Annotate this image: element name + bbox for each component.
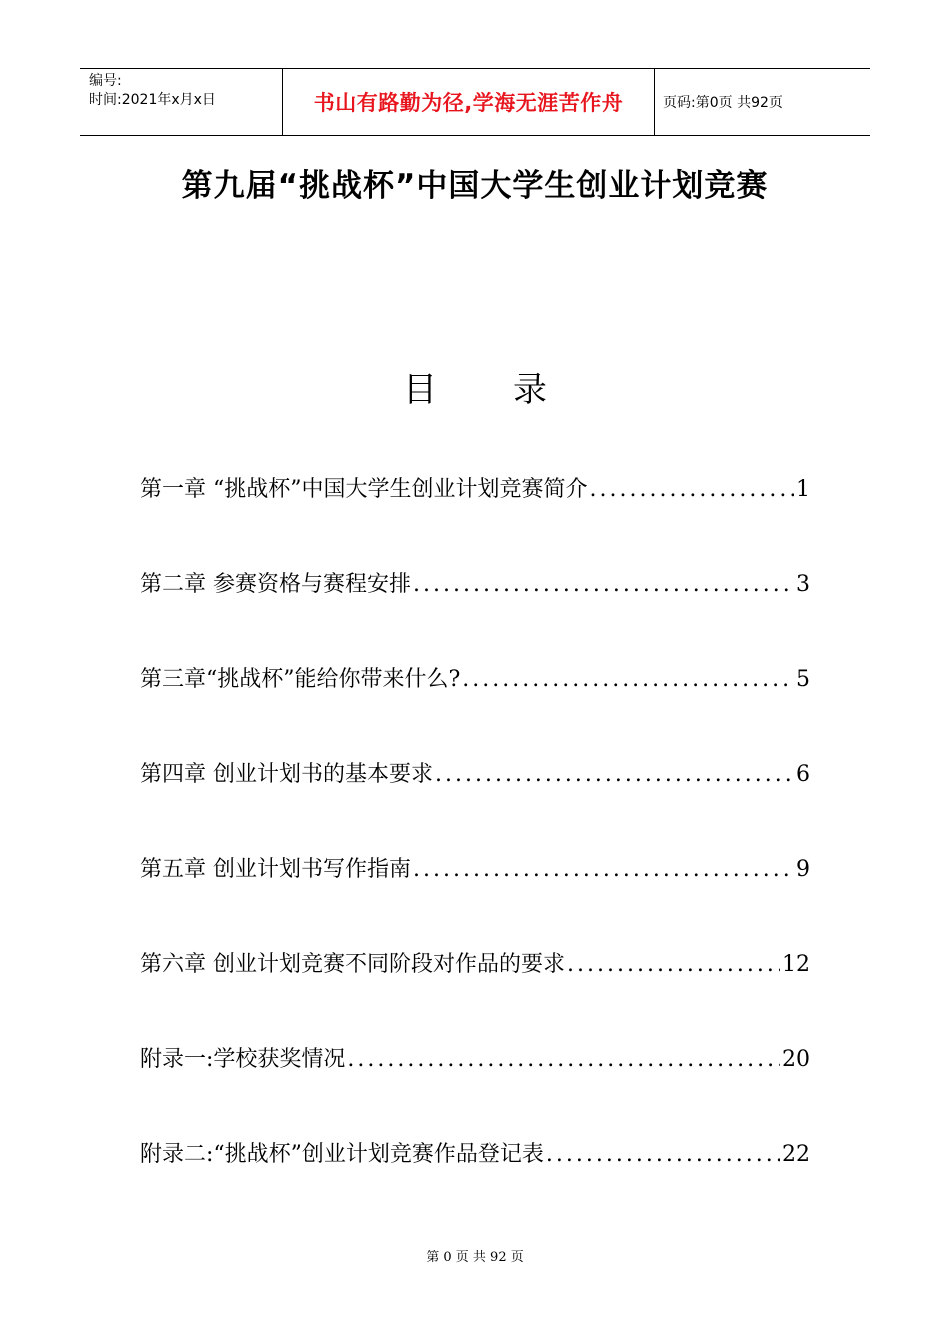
toc-item[interactable] — [140, 1137, 810, 1232]
toc-leader-dots — [546, 1142, 780, 1167]
toc-item[interactable] — [140, 852, 810, 947]
table-of-contents — [140, 472, 810, 1232]
toc-leader-dots — [347, 1047, 780, 1072]
toc-item-page: 12 — [782, 952, 810, 977]
toc-item-label: 附录一:学校获奖情况 — [140, 1047, 346, 1072]
toc-heading-char-2: 录 — [513, 370, 547, 410]
page-footer: 第 0 页 共 92 页 — [426, 1250, 524, 1265]
code-label: 编号: — [89, 73, 122, 89]
header-page-info: 页码:第0页 共92页 — [663, 95, 783, 111]
toc-item-page: 5 — [796, 667, 810, 692]
toc-item-label: 第五章 创业计划书写作指南 — [140, 857, 411, 882]
toc-item[interactable] — [140, 567, 810, 662]
toc-leader-dots — [567, 952, 780, 977]
toc-item[interactable] — [140, 757, 810, 852]
toc-leader-dots — [462, 667, 794, 692]
toc-item-page: 20 — [782, 1047, 810, 1072]
toc-item-label: 第四章 创业计划书的基本要求 — [140, 762, 433, 787]
toc-leader-dots — [413, 857, 794, 882]
toc-item[interactable] — [140, 662, 810, 757]
header-motto: 书山有路勤为径,学海无涯苦作舟 — [282, 69, 655, 135]
toc-item-label: 第六章 创业计划竞赛不同阶段对作品的要求 — [140, 952, 565, 977]
toc-item-page: 3 — [796, 572, 810, 597]
toc-item-label: 第二章 参赛资格与赛程安排 — [140, 572, 411, 597]
toc-item-page: 1 — [796, 477, 810, 502]
time-label: 时间:2021年x月x日 — [89, 92, 216, 108]
toc-item-page: 22 — [782, 1142, 810, 1167]
toc-item[interactable] — [140, 1042, 810, 1137]
toc-item-page: 9 — [796, 857, 810, 882]
toc-item[interactable] — [140, 947, 810, 1042]
toc-item-label: 第一章 “挑战杯”中国大学生创业计划竞赛简介 — [140, 477, 588, 502]
toc-heading — [0, 362, 950, 411]
toc-item-page: 6 — [796, 762, 810, 787]
toc-leader-dots — [435, 762, 794, 787]
toc-item-label: 第三章“挑战杯”能给你带来什么? — [140, 667, 461, 692]
toc-item[interactable] — [140, 472, 810, 567]
toc-heading-char-1: 目 — [403, 370, 437, 410]
toc-item-label: 附录二:“挑战杯”创业计划竞赛作品登记表 — [140, 1142, 544, 1167]
document-title: 第九届“挑战杯”中国大学生创业计划竞赛 — [181, 168, 769, 204]
toc-leader-dots — [590, 477, 795, 502]
header-meta — [80, 69, 282, 135]
page-header — [80, 68, 870, 136]
toc-leader-dots — [413, 572, 794, 597]
